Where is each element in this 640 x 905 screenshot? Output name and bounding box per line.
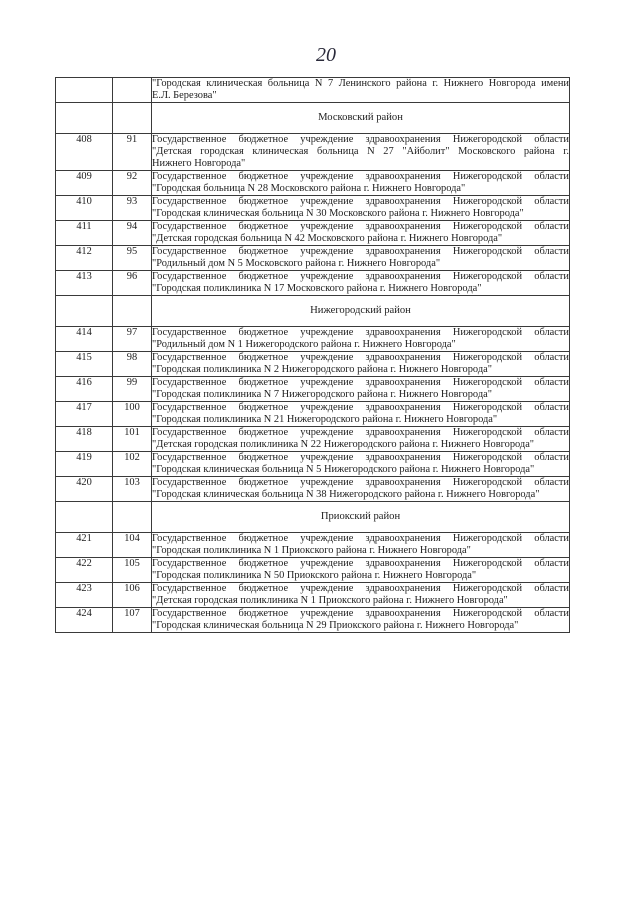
table-row: [56, 171, 570, 196]
sub-number: 95: [113, 246, 152, 271]
table-row: [56, 377, 570, 402]
table-row: [56, 427, 570, 452]
institution-name-line: "Городская клиническая больница N 7 Ленинского района г. Нижнего Новгорода имени: [152, 78, 569, 89]
empty-cell: [56, 296, 113, 327]
institution-name-line: Государственное бюджетное учреждение здравоохранения Нижегородской области: [152, 352, 569, 363]
sub-number: 93: [113, 196, 152, 221]
table-row: [56, 558, 570, 583]
institution-name: [152, 477, 570, 502]
table-row: [56, 533, 570, 558]
row-number: [56, 78, 113, 103]
row-number: 421: [56, 533, 113, 558]
row-number: 418: [56, 427, 113, 452]
institution-name: [152, 352, 570, 377]
institution-name-line: Государственное бюджетное учреждение здравоохранения Нижегородской области: [152, 608, 569, 619]
table-row: [56, 608, 570, 633]
district-header-row: [56, 103, 570, 134]
table-body: [56, 78, 570, 633]
institution-name-line: Государственное бюджетное учреждение здравоохранения Нижегородской области: [152, 196, 569, 207]
row-number: 414: [56, 327, 113, 352]
institution-name-line: "Детская городская поликлиника N 1 Приокского района г. Нижнего Новгорода": [152, 595, 508, 606]
institution-name-line: Государственное бюджетное учреждение здравоохранения Нижегородской области: [152, 583, 569, 594]
table-row: [56, 271, 570, 296]
row-number: 422: [56, 558, 113, 583]
institution-name-line: Государственное бюджетное учреждение здравоохранения Нижегородской области: [152, 377, 569, 388]
sub-number: 92: [113, 171, 152, 196]
district-name: Нижегородский район: [152, 296, 570, 327]
district-name: Московский район: [152, 103, 570, 134]
institution-name-line: "Родильный дом N 5 Московского района г. Нижнего Новгорода": [152, 258, 441, 269]
institution-name: [152, 271, 570, 296]
row-number: 424: [56, 608, 113, 633]
sub-number: 94: [113, 221, 152, 246]
row-number: 410: [56, 196, 113, 221]
empty-cell: [113, 103, 152, 134]
district-header-row: [56, 296, 570, 327]
institution-name-line: Государственное бюджетное учреждение здравоохранения Нижегородской области: [152, 221, 569, 232]
institution-name: [152, 608, 570, 633]
institution-name-line: Государственное бюджетное учреждение здравоохранения Нижегородской области: [152, 402, 569, 413]
institution-name-line: "Городская поликлиника N 21 Нижегородского района г. Нижнего Новгорода": [152, 414, 498, 425]
institution-name: [152, 246, 570, 271]
empty-cell: [56, 502, 113, 533]
sub-number: 103: [113, 477, 152, 502]
institution-name-line: Государственное бюджетное учреждение здравоохранения Нижегородской области: [152, 134, 569, 145]
institution-name-line: "Детская городская поликлиника N 22 Нижегородского района г. Нижнего Новгорода": [152, 439, 535, 450]
table-row: [56, 196, 570, 221]
institution-name-line: "Детская городская больница N 42 Московского района г. Нижнего Новгорода": [152, 233, 503, 244]
table-row: [56, 78, 570, 103]
institution-name: [152, 196, 570, 221]
institution-name: [152, 78, 570, 103]
institution-name-line: Государственное бюджетное учреждение здравоохранения Нижегородской области: [152, 171, 569, 182]
row-number: 416: [56, 377, 113, 402]
table-row: [56, 246, 570, 271]
institution-name-line: "Городская больница N 28 Московского района г. Нижнего Новгорода": [152, 183, 466, 194]
row-number: 408: [56, 134, 113, 171]
institution-name-line: "Городская поликлиника N 1 Приокского района г. Нижнего Новгорода": [152, 545, 471, 556]
table-row: [56, 134, 570, 171]
institution-name-line: Государственное бюджетное учреждение здравоохранения Нижегородской области: [152, 246, 569, 257]
institution-name-line: "Городская клиническая больница N 30 Московского района г. Нижнего Новгорода": [152, 208, 524, 219]
institution-name: [152, 402, 570, 427]
row-number: 420: [56, 477, 113, 502]
institution-name-line: "Городская клиническая больница N 29 Приокского района г. Нижнего Новгорода": [152, 620, 519, 631]
sub-number: [113, 78, 152, 103]
sub-number: 106: [113, 583, 152, 608]
institution-name-line: Нижнего Новгорода": [152, 158, 246, 169]
sub-number: 102: [113, 452, 152, 477]
table-row: [56, 477, 570, 502]
institution-name-line: Государственное бюджетное учреждение здравоохранения Нижегородской области: [152, 327, 569, 338]
row-number: 419: [56, 452, 113, 477]
row-number: 417: [56, 402, 113, 427]
institution-name-line: "Детская городская клиническая больница N 27 "Айболит" Московского района г.: [152, 146, 569, 157]
empty-cell: [113, 296, 152, 327]
district-header-row: [56, 502, 570, 533]
table-row: [56, 402, 570, 427]
institution-name-line: "Городская клиническая больница N 38 Нижегородского района г. Нижнего Новгорода": [152, 489, 540, 500]
sub-number: 100: [113, 402, 152, 427]
institution-name-line: Е.Л. Березова": [152, 90, 217, 101]
sub-number: 107: [113, 608, 152, 633]
institution-name: [152, 583, 570, 608]
empty-cell: [113, 502, 152, 533]
district-name: Приокский район: [152, 502, 570, 533]
row-number: 423: [56, 583, 113, 608]
institution-name-line: Государственное бюджетное учреждение здравоохранения Нижегородской области: [152, 477, 569, 488]
page-number: 20: [316, 44, 336, 66]
row-number: 415: [56, 352, 113, 377]
institution-name: [152, 427, 570, 452]
institution-name-line: "Городская поликлиника N 50 Приокского района г. Нижнего Новгорода": [152, 570, 477, 581]
institution-name-line: "Родильный дом N 1 Нижегородского района г. Нижнего Новгорода": [152, 339, 456, 350]
institution-name-line: "Городская поликлиника N 17 Московского района г. Нижнего Новгорода": [152, 283, 482, 294]
table-row: [56, 352, 570, 377]
table-row: [56, 452, 570, 477]
row-number: 412: [56, 246, 113, 271]
institution-name: [152, 377, 570, 402]
sub-number: 105: [113, 558, 152, 583]
institution-name: [152, 171, 570, 196]
institution-name: [152, 221, 570, 246]
institution-name: [152, 134, 570, 171]
table-row: [56, 221, 570, 246]
institution-name-line: "Городская поликлиника N 7 Нижегородского района г. Нижнего Новгорода": [152, 389, 492, 400]
sub-number: 99: [113, 377, 152, 402]
institution-name: [152, 558, 570, 583]
institution-name-line: "Городская поликлиника N 2 Нижегородского района г. Нижнего Новгорода": [152, 364, 492, 375]
sub-number: 96: [113, 271, 152, 296]
sub-number: 97: [113, 327, 152, 352]
institution-name: [152, 327, 570, 352]
institution-name-line: Государственное бюджетное учреждение здравоохранения Нижегородской области: [152, 533, 569, 544]
table-row: [56, 327, 570, 352]
institutions-table: [55, 77, 570, 633]
institution-name: [152, 533, 570, 558]
institution-name-line: "Городская клиническая больница N 5 Нижегородского района г. Нижнего Новгорода": [152, 464, 535, 475]
row-number: 411: [56, 221, 113, 246]
institution-name-line: Государственное бюджетное учреждение здравоохранения Нижегородской области: [152, 452, 569, 463]
institution-name: [152, 452, 570, 477]
empty-cell: [56, 103, 113, 134]
institution-name-line: Государственное бюджетное учреждение здравоохранения Нижегородской области: [152, 271, 569, 282]
sub-number: 98: [113, 352, 152, 377]
table-row: [56, 583, 570, 608]
sub-number: 101: [113, 427, 152, 452]
institution-name-line: Государственное бюджетное учреждение здравоохранения Нижегородской области: [152, 427, 569, 438]
institution-name-line: Государственное бюджетное учреждение здравоохранения Нижегородской области: [152, 558, 569, 569]
sub-number: 91: [113, 134, 152, 171]
row-number: 409: [56, 171, 113, 196]
row-number: 413: [56, 271, 113, 296]
sub-number: 104: [113, 533, 152, 558]
